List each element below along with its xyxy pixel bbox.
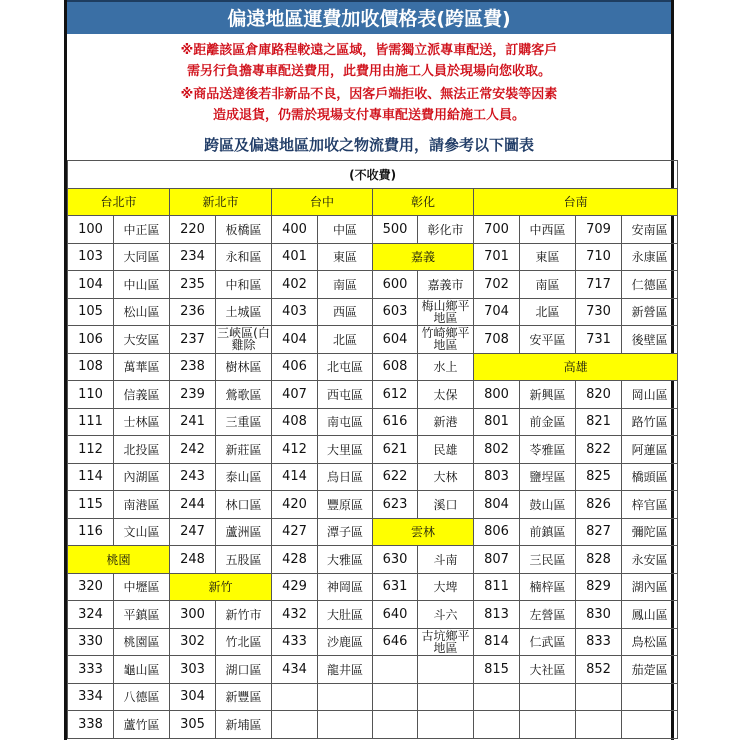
postal-code: 406: [272, 353, 318, 381]
district-name: 松山區: [114, 298, 170, 326]
table-row: [68, 216, 678, 244]
postal-code: 731: [576, 326, 622, 354]
postal-code: 433: [272, 628, 318, 656]
postal-code: 811: [474, 573, 520, 601]
table-row: [68, 243, 678, 271]
district-name: 新竹市: [216, 601, 272, 629]
postal-code: 710: [576, 243, 622, 271]
district-name: 三重區: [216, 408, 272, 436]
postal-code: 334: [68, 683, 114, 711]
postal-code: 303: [170, 656, 216, 684]
district-name: 萬華區: [114, 353, 170, 381]
district-name: [622, 683, 678, 711]
postal-code: 320: [68, 573, 114, 601]
postal-code: 704: [474, 298, 520, 326]
district-name: [520, 683, 576, 711]
postal-code: 237: [170, 326, 216, 354]
district-name: 龍井區: [318, 656, 373, 684]
district-name: 彌陀區: [622, 518, 678, 546]
postal-code: 700: [474, 216, 520, 244]
district-name: 北屯區: [318, 353, 373, 381]
postal-code: 104: [68, 271, 114, 299]
postal-code: 106: [68, 326, 114, 354]
postal-code: 646: [373, 628, 418, 656]
note-line: ※商品送達後若非新品不良，因客戶端拒收、無法正常安裝等因素: [180, 87, 558, 102]
free-label: (不收費): [68, 161, 678, 189]
postal-code: 401: [272, 243, 318, 271]
district-name: 潭子區: [318, 518, 373, 546]
district-name: 安平區: [520, 326, 576, 354]
postal-code: 500: [373, 216, 418, 244]
district-name: 前鎮區: [520, 518, 576, 546]
postal-code: 630: [373, 546, 418, 574]
postal-code: 603: [373, 298, 418, 326]
district-name: 樹林區: [216, 353, 272, 381]
district-name: 永康區: [622, 243, 678, 271]
district-name: 梅山鄉平地區: [418, 298, 474, 326]
postal-code: 708: [474, 326, 520, 354]
postal-code: 616: [373, 408, 418, 436]
postal-code: 829: [576, 573, 622, 601]
district-name: 內湖區: [114, 463, 170, 491]
district-name: 仁德區: [622, 271, 678, 299]
postal-code: [272, 683, 318, 711]
postal-code: 238: [170, 353, 216, 381]
postal-code: 220: [170, 216, 216, 244]
district-name: 彰化市: [418, 216, 474, 244]
district-name: 湖口區: [216, 656, 272, 684]
postal-code: [272, 711, 318, 739]
district-name: 東區: [520, 243, 576, 271]
district-name: 新埔區: [216, 711, 272, 739]
district-name: 大社區: [520, 656, 576, 684]
district-name: 太保: [418, 381, 474, 409]
postal-code: 304: [170, 683, 216, 711]
district-name: 北區: [520, 298, 576, 326]
district-name: 古坑鄉平地區: [418, 628, 474, 656]
postal-code: 110: [68, 381, 114, 409]
postal-code: [373, 656, 418, 684]
header-row: [68, 188, 678, 216]
district-name: 新豐區: [216, 683, 272, 711]
postal-code: 813: [474, 601, 520, 629]
postal-code: 300: [170, 601, 216, 629]
district-name: 中山區: [114, 271, 170, 299]
postal-code: 112: [68, 436, 114, 464]
district-name: 鹽埕區: [520, 463, 576, 491]
district-name: 斗六: [418, 601, 474, 629]
table-row: [68, 546, 678, 574]
district-name: 溪口: [418, 491, 474, 519]
postal-code: 604: [373, 326, 418, 354]
postal-code: 243: [170, 463, 216, 491]
table-row: [68, 353, 678, 381]
postal-code: 612: [373, 381, 418, 409]
postal-code: 852: [576, 656, 622, 684]
postal-code: 338: [68, 711, 114, 739]
district-name: 西屯區: [318, 381, 373, 409]
district-name: 中正區: [114, 216, 170, 244]
postal-code: 826: [576, 491, 622, 519]
postal-code: 702: [474, 271, 520, 299]
postal-code: 247: [170, 518, 216, 546]
district-name: 鼓山區: [520, 491, 576, 519]
postal-code: 412: [272, 436, 318, 464]
region-table: [67, 160, 678, 739]
postal-code: 640: [373, 601, 418, 629]
header-yunlin: 雲林: [373, 518, 474, 546]
district-name: 三民區: [520, 546, 576, 574]
district-name: 神岡區: [318, 573, 373, 601]
postal-code: 239: [170, 381, 216, 409]
postal-code: 244: [170, 491, 216, 519]
district-name: 新營區: [622, 298, 678, 326]
district-name: 水上: [418, 353, 474, 381]
postal-code: 407: [272, 381, 318, 409]
postal-code: 622: [373, 463, 418, 491]
district-name: 茄萣區: [622, 656, 678, 684]
district-name: 新莊區: [216, 436, 272, 464]
district-name: 豐原區: [318, 491, 373, 519]
header-tainan: 台南: [474, 188, 678, 216]
district-name: 民雄: [418, 436, 474, 464]
postal-code: 807: [474, 546, 520, 574]
notes-section: [67, 34, 671, 162]
postal-code: 242: [170, 436, 216, 464]
district-name: [520, 711, 576, 739]
district-name: 三峽區(白雞除: [217, 326, 270, 353]
header-kaohsiung: 高雄: [474, 353, 678, 381]
postal-code: 400: [272, 216, 318, 244]
subtitle: 跨區及偏遠地區加收之物流費用，請參考以下圖表: [203, 136, 534, 154]
table-row: [68, 601, 678, 629]
postal-code: 623: [373, 491, 418, 519]
district-name: 大肚區: [318, 601, 373, 629]
district-name: 大林: [418, 463, 474, 491]
district-name: [418, 711, 474, 739]
postal-code: 402: [272, 271, 318, 299]
district-name: 斗南: [418, 546, 474, 574]
district-name: 中西區: [520, 216, 576, 244]
district-name: 南區: [520, 271, 576, 299]
district-name: 大里區: [318, 436, 373, 464]
district-name: [418, 683, 474, 711]
district-name: 泰山區: [216, 463, 272, 491]
postal-code: 236: [170, 298, 216, 326]
postal-code: 830: [576, 601, 622, 629]
page-title: 偏遠地區運費加收價格表(跨區費): [67, 0, 671, 34]
district-name: 梓官區: [622, 491, 678, 519]
postal-code: 324: [68, 601, 114, 629]
postal-code: 825: [576, 463, 622, 491]
postal-code: 802: [474, 436, 520, 464]
postal-code: 103: [68, 243, 114, 271]
free-row: [68, 161, 678, 189]
district-name: 平鎮區: [114, 601, 170, 629]
postal-code: 115: [68, 491, 114, 519]
district-name: 南區: [318, 271, 373, 299]
header-taoyuan: 桃園: [68, 546, 170, 574]
district-name: 阿蓮區: [622, 436, 678, 464]
district-name: 西區: [318, 298, 373, 326]
postal-code: 428: [272, 546, 318, 574]
district-name: 中區: [318, 216, 373, 244]
district-name: 新興區: [520, 381, 576, 409]
district-name: 中和區: [216, 271, 272, 299]
postal-code: 414: [272, 463, 318, 491]
district-name: 北區: [318, 326, 373, 354]
table-row: [68, 436, 678, 464]
district-name: 左營區: [520, 601, 576, 629]
district-name: [318, 683, 373, 711]
header-new-taipei: 新北市: [170, 188, 272, 216]
table-row: [68, 271, 678, 299]
district-name: [318, 711, 373, 739]
district-name: 竹北區: [216, 628, 272, 656]
district-name: 永和區: [216, 243, 272, 271]
district-name: 湖內區: [622, 573, 678, 601]
postal-code: 822: [576, 436, 622, 464]
note-line: 需另行負擔專車配送費用，此費用由施工人員於現場向您收取。: [186, 64, 551, 79]
postal-code: 305: [170, 711, 216, 739]
district-name: 大同區: [114, 243, 170, 271]
district-name: 後壁區: [622, 326, 678, 354]
district-name: 林口區: [216, 491, 272, 519]
postal-code: 114: [68, 463, 114, 491]
postal-code: 241: [170, 408, 216, 436]
district-name: 龜山區: [114, 656, 170, 684]
postal-code: 432: [272, 601, 318, 629]
postal-code: 631: [373, 573, 418, 601]
postal-code: 621: [373, 436, 418, 464]
postal-code: 333: [68, 656, 114, 684]
note-line: ※距離該區倉庫路程較遠之區域，皆需獨立派專車配送，訂購客戶: [180, 43, 558, 58]
district-name: 蘆竹區: [114, 711, 170, 739]
district-name: 永安區: [622, 546, 678, 574]
note-line: 造成退貨，仍需於現場支付專車配送費用給施工人員。: [212, 108, 525, 123]
table-row: [68, 711, 678, 739]
district-name: [622, 711, 678, 739]
postal-code: 814: [474, 628, 520, 656]
district-name: 前金區: [520, 408, 576, 436]
table-row: [68, 491, 678, 519]
postal-code: 600: [373, 271, 418, 299]
postal-code: 806: [474, 518, 520, 546]
district-name: 大雅區: [318, 546, 373, 574]
district-name: 竹崎鄉平地區: [418, 326, 474, 354]
postal-code: 801: [474, 408, 520, 436]
postal-code: 815: [474, 656, 520, 684]
postal-code: 420: [272, 491, 318, 519]
postal-code: 427: [272, 518, 318, 546]
district-name: 板橋區: [216, 216, 272, 244]
table-row: [68, 656, 678, 684]
postal-code: [373, 683, 418, 711]
table-row: [68, 518, 678, 546]
postal-code: 330: [68, 628, 114, 656]
district-name: 苓雅區: [520, 436, 576, 464]
table-row: [68, 298, 678, 326]
district-name: 鳥松區: [622, 628, 678, 656]
header-taichung: 台中: [272, 188, 373, 216]
district-name: 中壢區: [114, 573, 170, 601]
postal-code: 821: [576, 408, 622, 436]
district-name: 嘉義市: [418, 271, 474, 299]
postal-code: 235: [170, 271, 216, 299]
postal-code: 820: [576, 381, 622, 409]
table-row: [68, 463, 678, 491]
district-name: 烏日區: [318, 463, 373, 491]
postal-code: [474, 683, 520, 711]
postal-code: [474, 711, 520, 739]
postal-code: 717: [576, 271, 622, 299]
postal-code: 701: [474, 243, 520, 271]
district-name: 南港區: [114, 491, 170, 519]
postal-code: 403: [272, 298, 318, 326]
postal-code: 800: [474, 381, 520, 409]
district-name: 南屯區: [318, 408, 373, 436]
postal-code: 803: [474, 463, 520, 491]
district-name: 八德區: [114, 683, 170, 711]
table-row: [68, 381, 678, 409]
postal-code: [373, 711, 418, 739]
district-name: 路竹區: [622, 408, 678, 436]
postal-code: 709: [576, 216, 622, 244]
district-name: 土城區: [216, 298, 272, 326]
postal-code: 833: [576, 628, 622, 656]
district-name: 橋頭區: [622, 463, 678, 491]
postal-code: [576, 683, 622, 711]
district-name: 北投區: [114, 436, 170, 464]
header-chiayi: 嘉義: [373, 243, 474, 271]
header-hsinchu: 新竹: [170, 573, 272, 601]
district-name: 大埤: [418, 573, 474, 601]
postal-code: 828: [576, 546, 622, 574]
district-name: 新港: [418, 408, 474, 436]
table-row: [68, 408, 678, 436]
table-row: [68, 683, 678, 711]
district-name: 桃園區: [114, 628, 170, 656]
district-name: 東區: [318, 243, 373, 271]
district-name: 安南區: [622, 216, 678, 244]
postal-code: 111: [68, 408, 114, 436]
district-name: 信義區: [114, 381, 170, 409]
postal-code: 804: [474, 491, 520, 519]
table-row: [68, 573, 678, 601]
note-warning-return: [67, 84, 671, 126]
postal-code: 302: [170, 628, 216, 656]
header-changhua: 彰化: [373, 188, 474, 216]
postal-code: 105: [68, 298, 114, 326]
district-name: 蘆洲區: [216, 518, 272, 546]
postal-code: 100: [68, 216, 114, 244]
district-name: 大安區: [114, 326, 170, 354]
postal-code: 234: [170, 243, 216, 271]
district-name: [418, 656, 474, 684]
note-warning-dedicated-delivery: [67, 40, 671, 82]
postal-code: 408: [272, 408, 318, 436]
district-name: 文山區: [114, 518, 170, 546]
district-name: 楠梓區: [520, 573, 576, 601]
table-row: [68, 628, 678, 656]
header-taipei: 台北市: [68, 188, 170, 216]
district-name: 仁武區: [520, 628, 576, 656]
table-row: [68, 326, 678, 354]
postal-code: 827: [576, 518, 622, 546]
district-name: 士林區: [114, 408, 170, 436]
price-sheet: [64, 0, 674, 740]
postal-code: 608: [373, 353, 418, 381]
district-name: 鳳山區: [622, 601, 678, 629]
district-name: 五股區: [216, 546, 272, 574]
district-name: 岡山區: [622, 381, 678, 409]
district-name: 鶯歌區: [216, 381, 272, 409]
district-name: 沙鹿區: [318, 628, 373, 656]
postal-code: 730: [576, 298, 622, 326]
postal-code: 108: [68, 353, 114, 381]
postal-code: 248: [170, 546, 216, 574]
postal-code: [576, 711, 622, 739]
postal-code: 429: [272, 573, 318, 601]
postal-code: 404: [272, 326, 318, 354]
postal-code: 434: [272, 656, 318, 684]
postal-code: 116: [68, 518, 114, 546]
